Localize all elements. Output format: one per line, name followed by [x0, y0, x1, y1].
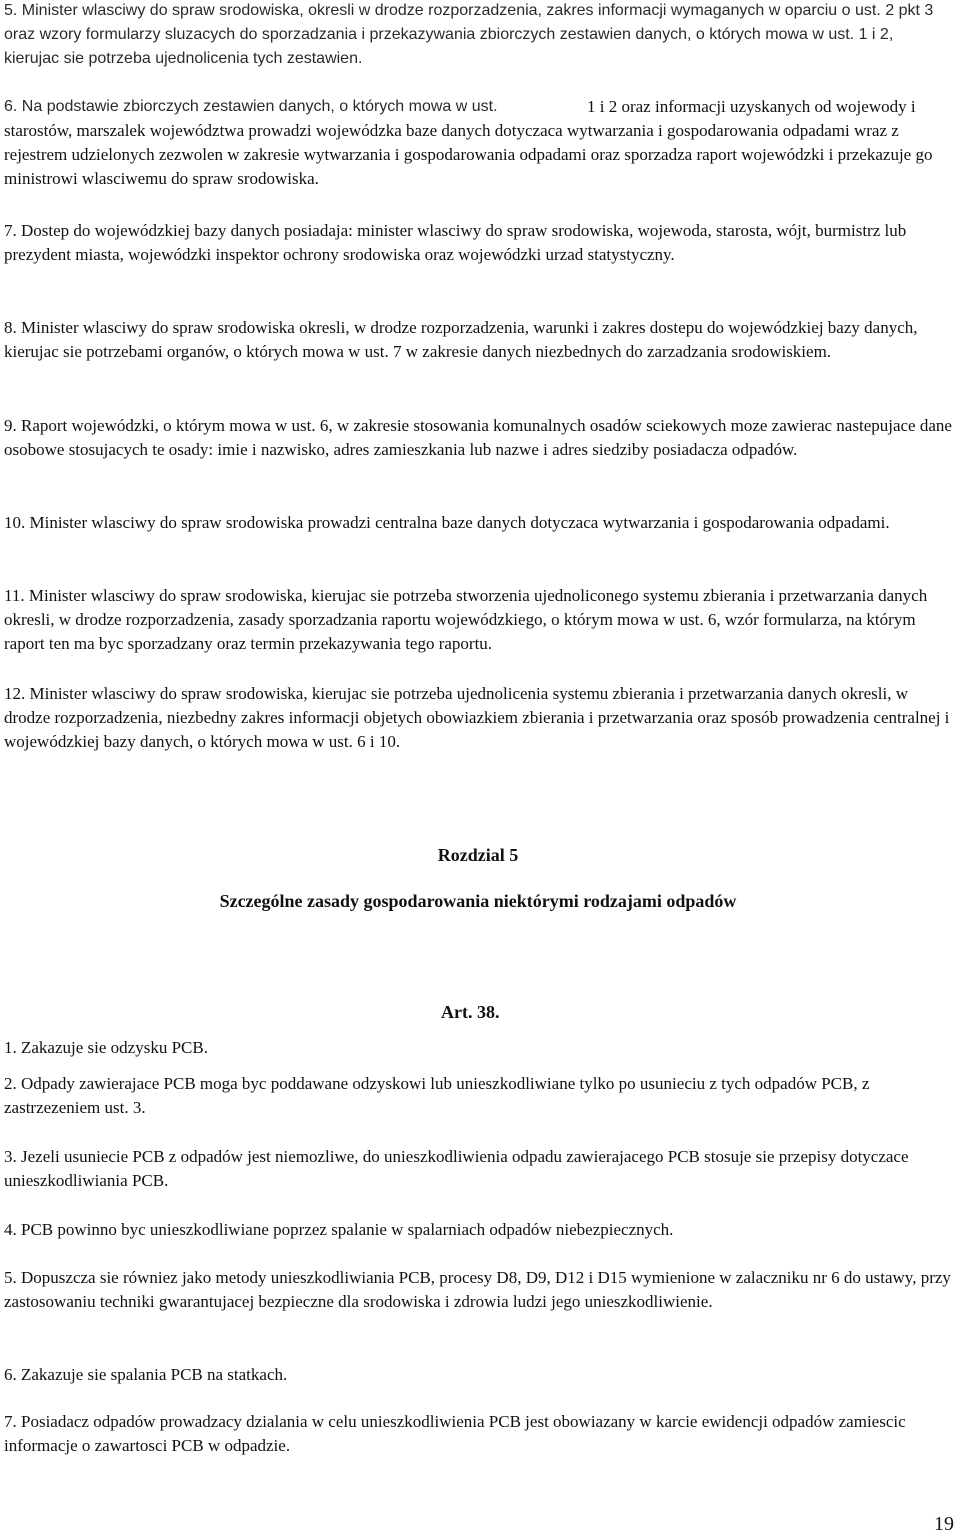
- paragraph-8: 8. Minister wlasciwy do spraw srodowiska okresli, w drodze rozporzadzenia, warunki i zakres dostepu do wojewódzkiej bazy danych, kierujac sie potrzebami organów, o których mowa w ust. 7 w zakresie danych niezbednych do zarzadzania srodowiskiem.: [4, 318, 918, 361]
- article-paragraph-6: 6. Zakazuje sie spalania PCB na statkach.: [4, 1365, 288, 1384]
- paragraph-12: 12. Minister wlasciwy do spraw srodowiska, kierujac sie potrzeba ujednolicenia systemu zbierania i przetwarzania danych okresli, w drodze rozporzadzenia, niezbedny zakres informacji objetych obowiazkiem zbierania i przetwarzania oraz sposób prowadzenia centralnej i wojewódzkiej bazy danych, o których mowa w ust. 6 i 10.: [4, 684, 950, 751]
- article-paragraph-3: 3. Jezeli usuniecie PCB z odpadów jest niemozliwe, do unieszkodliwienia odpadu zawierajacego PCB stosuje sie przepisy dotyczace unieszkodliwiania PCB.: [4, 1147, 909, 1190]
- article-paragraph-7: 7. Posiadacz odpadów prowadzacy dzialania w celu unieszkodliwienia PCB jest obowiazany w karcie ewidencji odpadów zamiescic informacje o zawartosci PCB w odpadzie.: [4, 1412, 906, 1455]
- page-number: 19: [934, 1513, 954, 1535]
- article-paragraph-5: 5. Dopuszcza sie równiez jako metody unieszkodliwiania PCB, procesy D8, D9, D12 i D15 wymienione w zalaczniku nr 6 do ustawy, przy zastosowaniu techniki gwarantujacej bezpieczne dla srodowiska i zdrowia ludzi jego unieszkodliwienie.: [4, 1268, 951, 1311]
- paragraph-5: 5. Minister wlasciwy do spraw srodowiska, okresli w drodze rozporzadzenia, zakres informacji wymaganych w oparciu o ust. 2 pkt 3 oraz wzory formularzy sluzacych do sporzadzania i przekazywania zbiorczych zestawien danych, o których mowa w ust. 1 i 2, kierujac sie potrzeba ujednolicenia tych zestawien.: [4, 2, 934, 67]
- chapter-subtitle: Szczególne zasady gospodarowania niektórymi rodzajami odpadów: [219, 891, 737, 911]
- paragraph-7: 7. Dostep do wojewódzkiej bazy danych posiadaja: minister wlasciwy do spraw srodowiska, wojewoda, starosta, wójt, burmistrz lub prezydent miasta, wojewódzki inspektor ochrony srodowiska oraz wojewódzki urzad statystyczny.: [4, 221, 907, 264]
- article-title: Art. 38.: [441, 1002, 500, 1022]
- paragraph-9: 9. Raport wojewódzki, o którym mowa w ust. 6, w zakresie stosowania komunalnych osadów sciekowych moze zawierac nastepujace dane osobowe stosujacych te osady: imie i nazwisko, adres zamieszkania lub nazwe i adres siedziby posiadacza odpadów.: [4, 416, 952, 459]
- paragraph-11: 11. Minister wlasciwy do spraw srodowiska, kierujac sie potrzeba stworzenia ujednoliconego systemu zbierania i przetwarzania danych okresli, w drodze rozporzadzenia, zasady sporzadzania raportu wojewódzkiego, o którym mowa w ust. 6, wzór formularza, na którym raport ten ma byc sporzadzany oraz termin przekazywania tego raportu.: [4, 586, 928, 653]
- article-paragraph-2: 2. Odpady zawierajace PCB moga byc poddawane odzyskowi lub unieszkodliwiane tylko po usunieciu z tych odpadów PCB, z zastrzezeniem ust. 3.: [4, 1074, 870, 1117]
- paragraph-10: 10. Minister wlasciwy do spraw srodowiska prowadzi centralna baze danych dotyczaca wytwarzania i gospodarowania odpadami.: [4, 513, 890, 532]
- chapter-title: Rozdzial 5: [437, 845, 519, 865]
- paragraph-6: 1 i 2 oraz informacji uzyskanych od wojewody i starostów, marszalek województwa prowadzi wojewódzka baze danych dotyczaca wytwarzania i gospodarowania odpadami wraz z rejestrem udzielonych zezwolen w zakresie wytwarzania i gospodarowania odpadami oraz sporzadza raport wojewódzki i przekazuje go ministrowi wlasciwemu do spraw srodowiska.: [4, 97, 933, 188]
- paragraph-6-lead: 6. Na podstawie zbiorczych zestawien danych, o których mowa w ust.: [4, 98, 498, 115]
- article-paragraph-1: 1. Zakazuje sie odzysku PCB.: [4, 1038, 208, 1057]
- article-paragraph-4: 4. PCB powinno byc unieszkodliwiane poprzez spalanie w spalarniach odpadów niebezpiecznych.: [4, 1220, 674, 1239]
